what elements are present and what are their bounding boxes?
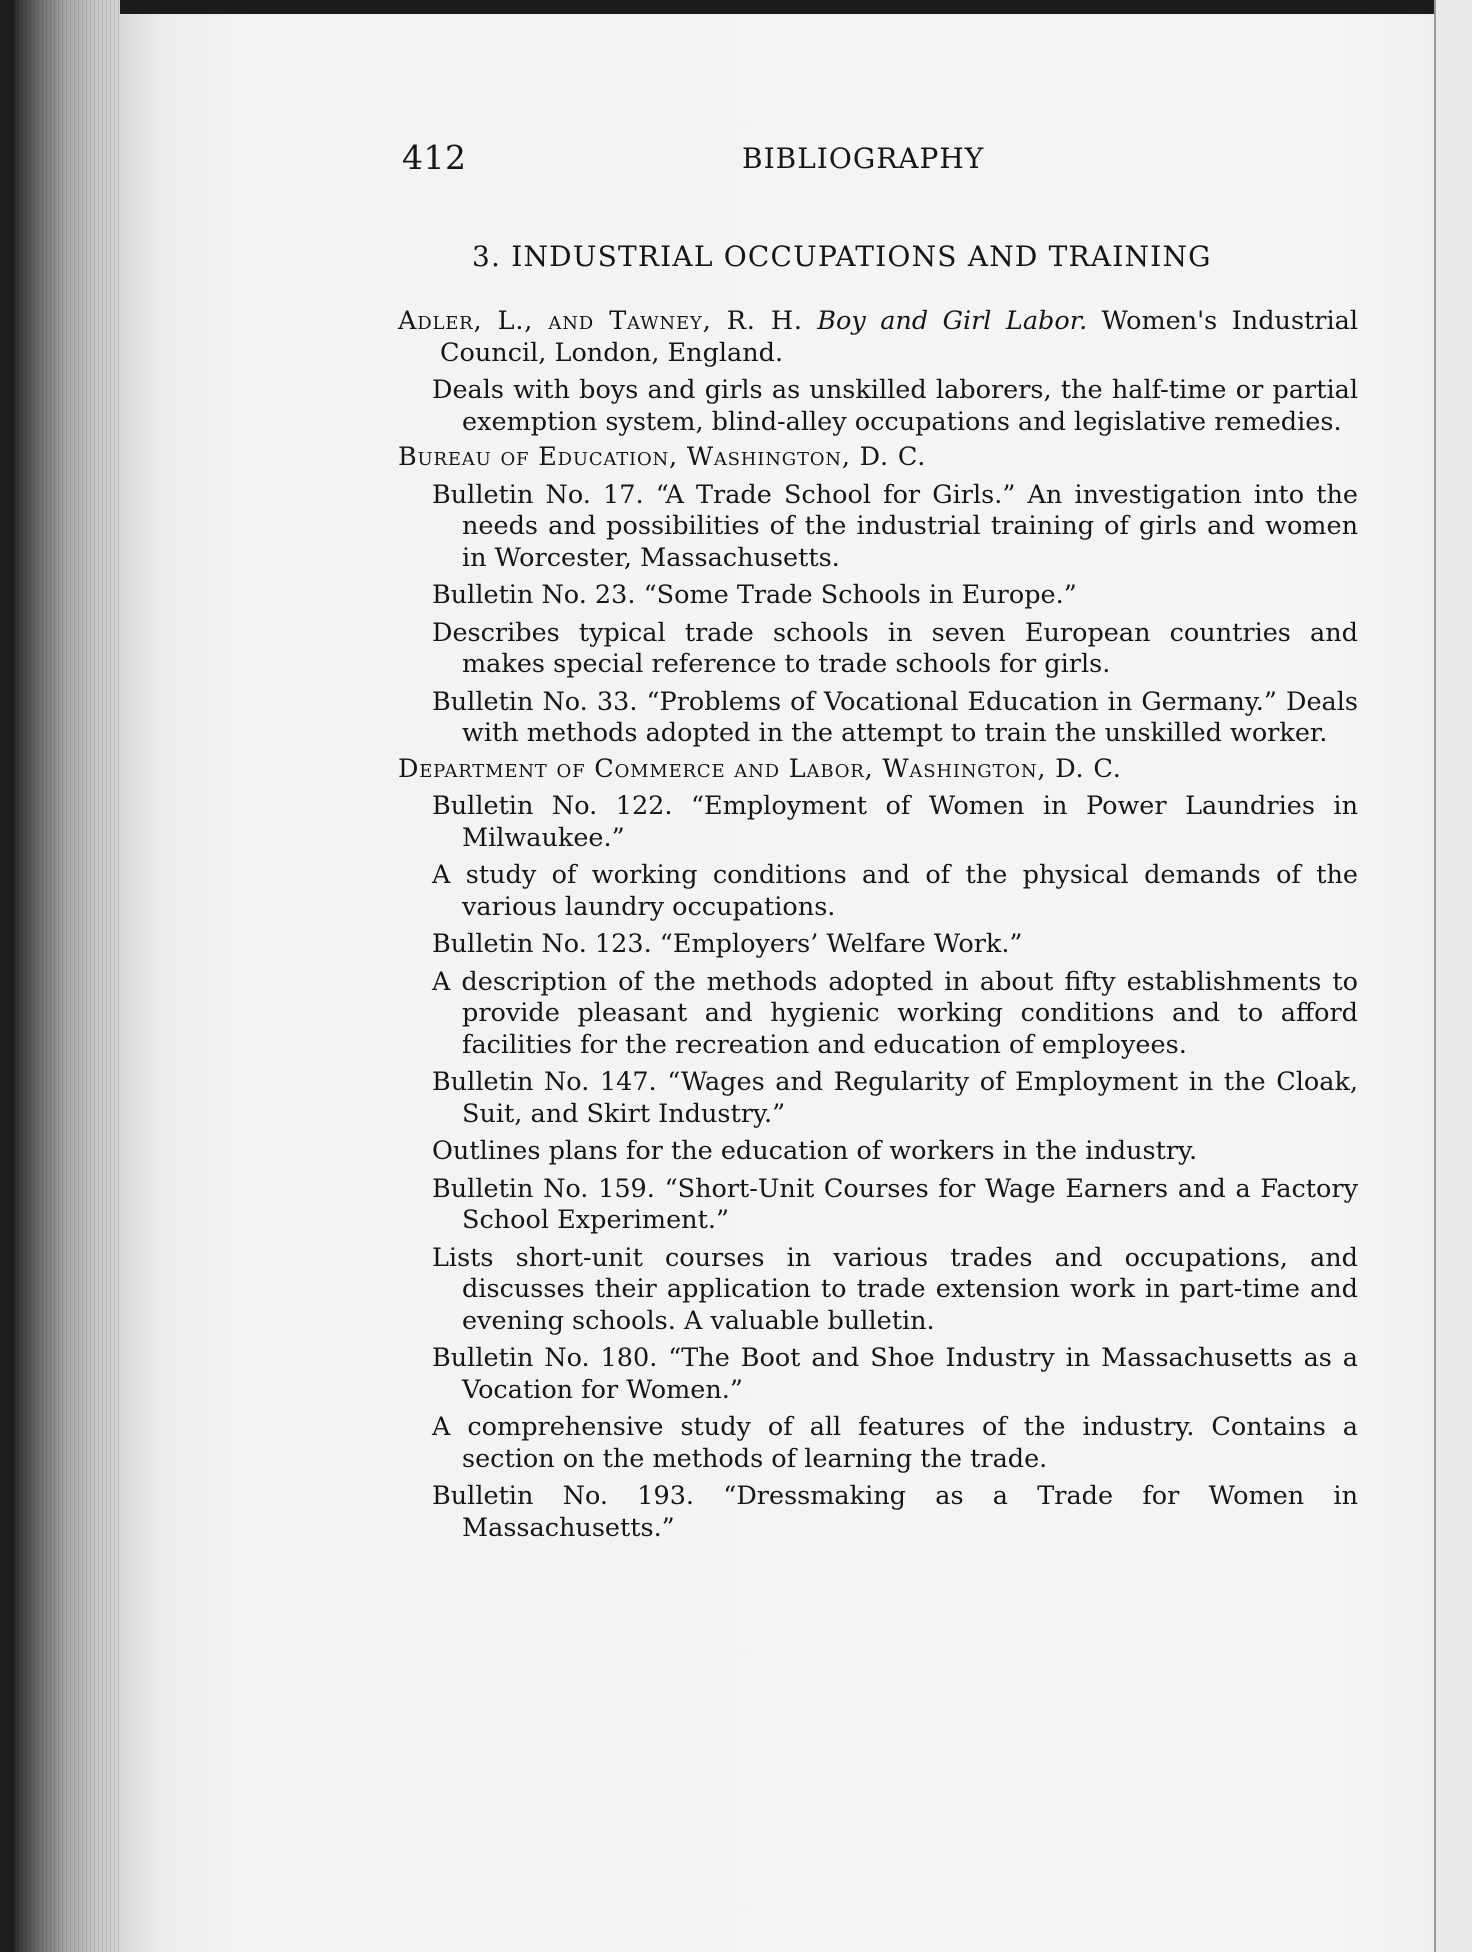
page-stack-edge xyxy=(14,0,134,1952)
top-shadow-band xyxy=(120,0,1472,14)
section-heading: 3. INDUSTRIAL OCCUPATIONS AND TRAINING xyxy=(472,240,1212,273)
entry-author: Bureau of Education, Washington, D. C. xyxy=(398,442,927,472)
bibliography-entry-adler xyxy=(398,306,1358,369)
bibliography-entry-bureau xyxy=(398,442,1358,474)
entry-publisher: Women's Industrial Council, London, England. xyxy=(440,306,1358,368)
right-page-edge xyxy=(1434,0,1472,1952)
bulletin-122-note: A study of working conditions and of the physical demands of the various laundry occupations. xyxy=(432,860,1358,922)
bibliography-text xyxy=(398,302,1358,1544)
bulletin-147-note: Outlines plans for the education of workers in the industry. xyxy=(432,1136,1198,1166)
bulletin-123: Bulletin No. 123. “Employers’ Welfare Work.” xyxy=(432,929,1023,959)
entry-title: Boy and Girl Labor. xyxy=(817,306,1088,336)
page-stack-lines xyxy=(14,0,134,1952)
running-title: BIBLIOGRAPHY xyxy=(742,142,985,175)
page-number: 412 xyxy=(402,138,467,177)
bulletin-23: Bulletin No. 23. “Some Trade Schools in Europe.” xyxy=(432,580,1077,610)
bulletin-193: Bulletin No. 193. “Dressmaking as a Trade for Women in Massachusetts.” xyxy=(432,1481,1358,1543)
bulletin-159-note: Lists short-unit courses in various trades and occupations, and discusses their application to trade extension work in part-time and evening schools. A valuable bulletin. xyxy=(432,1242,1358,1336)
book-page xyxy=(120,0,1472,1952)
bulletin-17: Bulletin No. 17. “A Trade School for Girls.” An investigation into the needs and possibilities of the industrial training of girls and women in Worcester, Massachusetts. xyxy=(432,479,1358,573)
bulletin-180: Bulletin No. 180. “The Boot and Shoe Industry in Massachusetts as a Vocation for Women.” xyxy=(432,1343,1358,1405)
running-head xyxy=(402,138,1252,182)
bulletin-159: Bulletin No. 159. “Short-Unit Courses for Wage Earners and a Factory School Experiment.” xyxy=(432,1173,1358,1235)
bulletin-123-note: A description of the methods adopted in about fifty establishments to provide pleasant and hygienic working conditions and to afford facilities for the recreation and education of employees. xyxy=(432,966,1358,1060)
bulletin-147: Bulletin No. 147. “Wages and Regularity of Employment in the Cloak, Suit, and Skirt Industry.” xyxy=(432,1067,1358,1129)
bibliography-entry-commerce xyxy=(398,754,1358,786)
bulletin-122: Bulletin No. 122. “Employment of Women in Power Laundries in Milwaukee.” xyxy=(432,791,1358,853)
bulletin-23-note: Describes typical trade schools in seven European countries and makes special reference to trade schools for girls. xyxy=(432,617,1358,679)
bulletin-180-note: A comprehensive study of all features of the industry. Contains a section on the methods of learning the trade. xyxy=(432,1412,1358,1474)
bulletin-33: Bulletin No. 33. “Problems of Vocational Education in Germany.” Deals with methods adopted in the attempt to train the unskilled worker. xyxy=(432,686,1358,748)
entry-author: Department of Commerce and Labor, Washington, D. C. xyxy=(398,753,1122,784)
entry-author: Adler, L., and Tawney, R. H. xyxy=(398,306,803,336)
entry-note: Deals with boys and girls as unskilled laborers, the half-time or partial exemption system, blind-alley occupations and legislative remedies. xyxy=(432,375,1358,437)
